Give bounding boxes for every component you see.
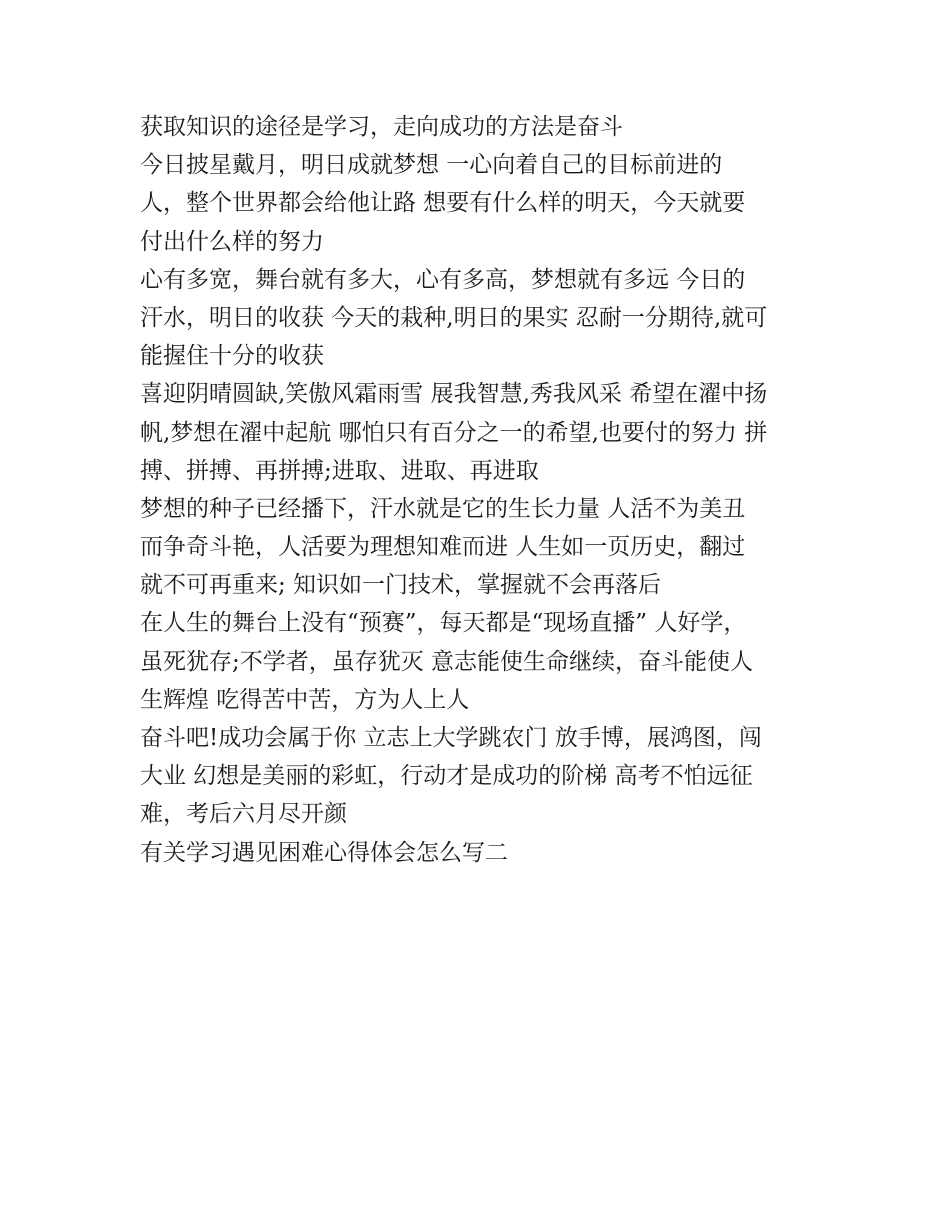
text-line: 难，考后六月尽开颜 [140, 801, 347, 828]
text-line: 获取知识的途径是学习，走向成功的方法是奋斗 [140, 114, 623, 140]
text-line: 就不可再重来; 知识如一门技术，掌握就不会再落后 [140, 572, 662, 599]
text-line: 能握住十分的收获 [140, 343, 324, 370]
text-line: 今日披星戴月，明日成就梦想 一心向着自己的目标前进的 [140, 152, 723, 179]
text-line: 而争奇斗艳，人活要为理想知难而进 人生如一页历史，翻过 [140, 534, 746, 561]
text-line: 奋斗吧!成功会属于你 立志上大学跳农门 放手博，展鸿图，闯 [140, 725, 762, 751]
section-heading: 有关学习遇见困难心得体会怎么写二 [140, 839, 508, 866]
text-line: 在人生的舞台上没有“预赛”，每天都是“现场直播” 人好学， [140, 610, 747, 637]
text-line: 心有多宽，舞台就有多大，心有多高，梦想就有多远 今日的 [140, 266, 746, 293]
text-line: 搏、拼搏、再拼搏;进取、进取、再进取 [140, 457, 539, 484]
text-line: 梦想的种子已经播下，汗水就是它的生长力量 人活不为美丑 [140, 495, 746, 522]
text-line: 虽死犹存;不学者，虽存犹灭 意志能使生命继续，奋斗能使人 [140, 648, 754, 675]
text-line: 人，整个世界都会给他让路 想要有什么样的明天，今天就要 [140, 190, 746, 217]
text-line: 帆,梦想在濯中起航 哪怕只有百分之一的希望,也要付的努力 拼 [140, 419, 768, 446]
text-line: 喜迎阴晴圆缺,笑傲风霜雨雪 展我智慧,秀我风采 希望在濯中扬 [140, 381, 768, 408]
text-line: 大业 幻想是美丽的彩虹，行动才是成功的阶梯 高考不怕远征 [140, 763, 753, 790]
document-body [140, 108, 830, 872]
text-line: 生辉煌 吃得苦中苦，方为人上人 [140, 686, 470, 713]
text-line: 汗水，明日的收获 今天的栽种,明日的果实 忍耐一分期待,就可 [140, 304, 768, 331]
text-line: 付出什么样的努力 [140, 228, 324, 255]
